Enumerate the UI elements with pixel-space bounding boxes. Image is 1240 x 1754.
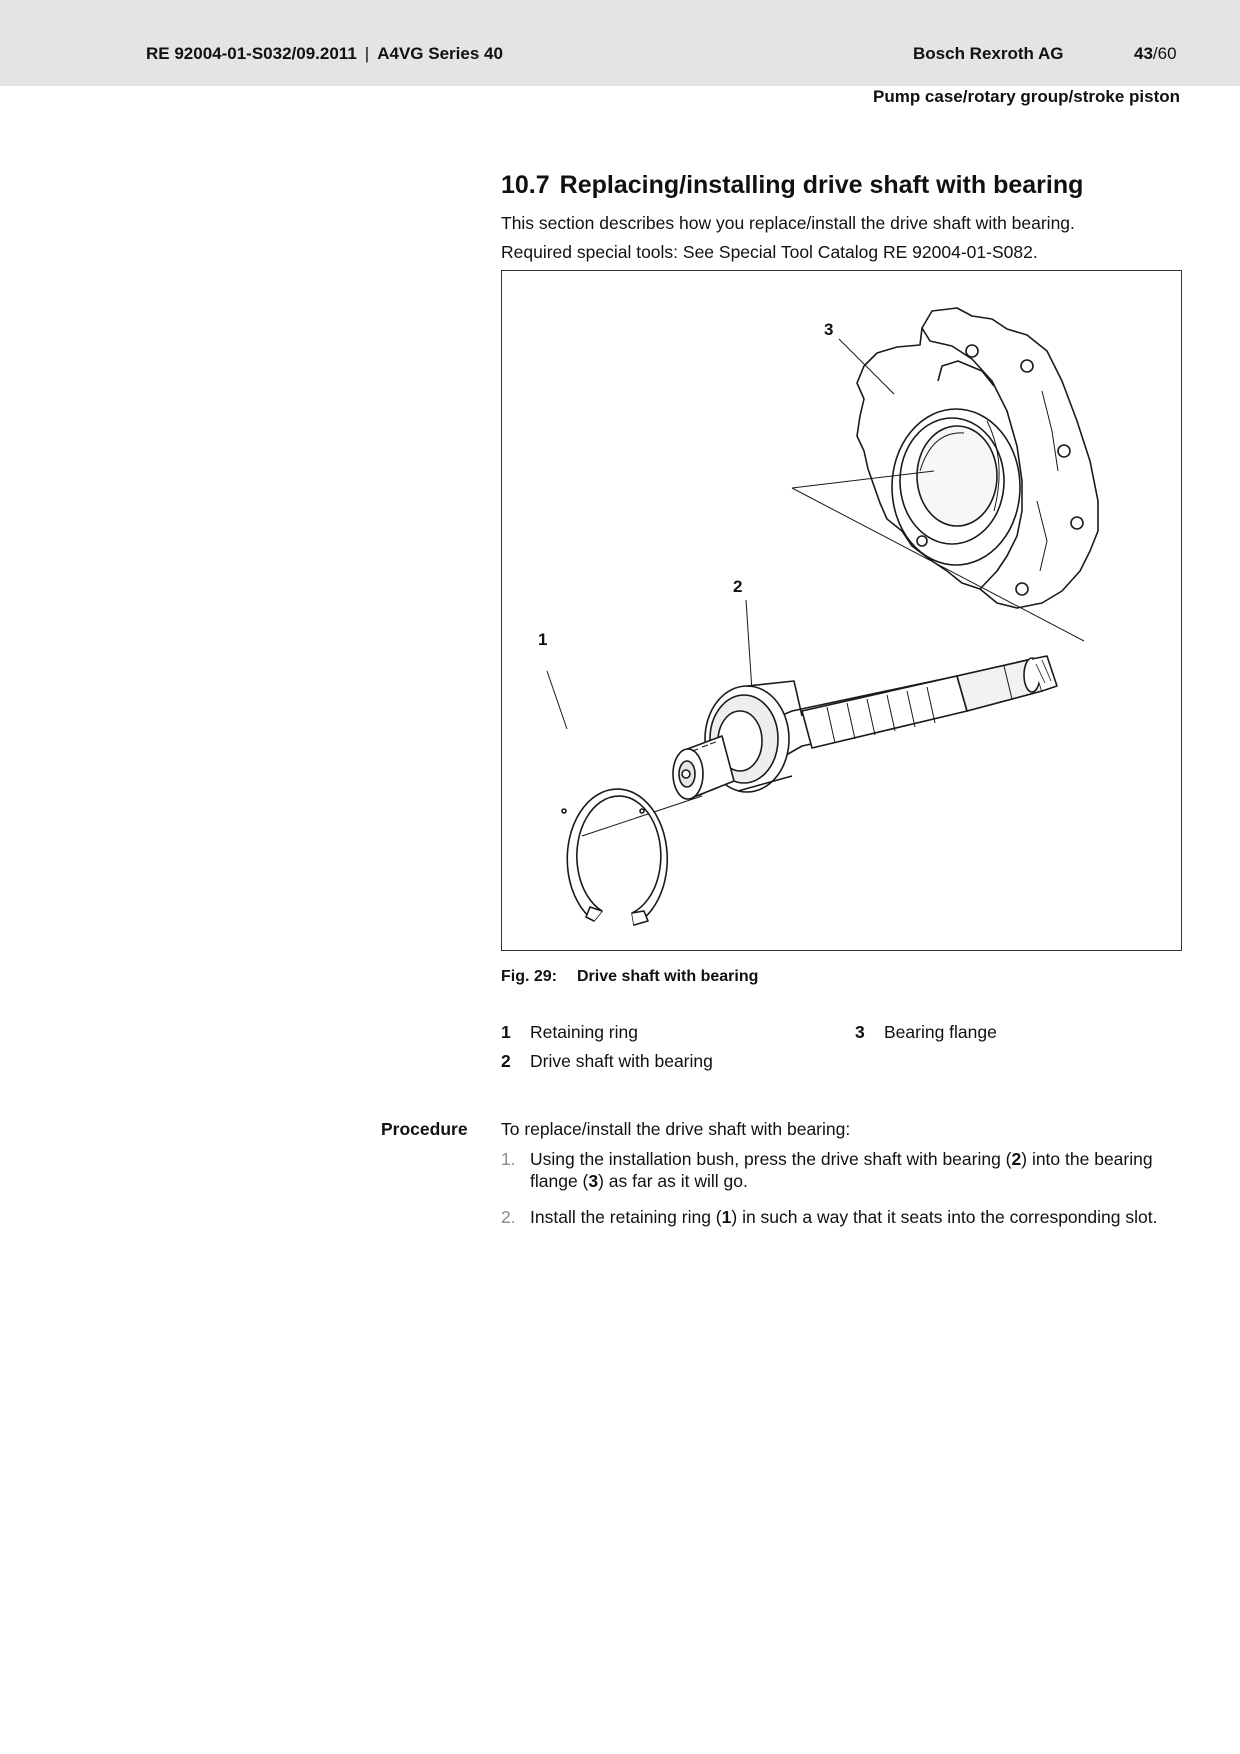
- retaining-ring-drawing: [562, 789, 667, 925]
- legend-item-3: [855, 1021, 997, 1043]
- step-text: ) into the bearing flange (: [530, 1149, 1153, 1191]
- callout-2: 2: [733, 577, 743, 596]
- step-text: Install the retaining ring (: [530, 1207, 722, 1227]
- procedure-label: Procedure: [381, 1119, 468, 1139]
- caption-number: Fig. 29:: [501, 968, 558, 985]
- legend-item-1: [501, 1021, 638, 1043]
- legend-label: Drive shaft with bearing: [530, 1051, 713, 1071]
- step-ref: 2: [1011, 1149, 1022, 1169]
- document-id: [146, 44, 503, 64]
- drive-shaft-drawing: [673, 656, 1057, 799]
- exploded-view-drawing: [502, 271, 1183, 952]
- doc-id-text: RE 92004-01-S032/09.2011: [146, 44, 357, 63]
- company-name: Bosch Rexroth AG: [913, 44, 1064, 63]
- step-text: ) as far as it will go.: [598, 1171, 748, 1191]
- procedure-steps: [501, 1148, 1181, 1242]
- title-number: 10.7: [501, 171, 550, 199]
- page-title: [501, 170, 1083, 200]
- page-number: [1134, 44, 1177, 64]
- figure-drive-shaft: [501, 270, 1182, 951]
- page-total: /60: [1152, 44, 1177, 63]
- page-current: 43: [1134, 44, 1153, 63]
- intro-line-1: This section describes how you replace/install the drive shaft with bearing.: [501, 213, 1075, 233]
- callout-3: 3: [824, 320, 834, 339]
- step-number: 2.: [501, 1207, 516, 1227]
- legend-label: Bearing flange: [884, 1022, 997, 1042]
- step-ref: 1: [721, 1207, 732, 1227]
- caption-text: Drive shaft with bearing: [577, 968, 759, 985]
- legend-key: 3: [855, 1022, 865, 1042]
- step-number: 1.: [501, 1149, 516, 1169]
- procedure-step-1: [501, 1148, 1181, 1192]
- procedure-intro: To replace/install the drive shaft with bearing:: [501, 1119, 851, 1139]
- legend-label: Retaining ring: [530, 1022, 638, 1042]
- callout-1: 1: [538, 630, 548, 649]
- title-text: Replacing/installing drive shaft with bearing: [559, 171, 1084, 199]
- intro-line-2: Required special tools: See Special Tool Catalog RE 92004-01-S082.: [501, 242, 1038, 262]
- header-separator: |: [364, 44, 370, 63]
- product-name: A4VG Series 40: [377, 44, 503, 63]
- step-text: ) in such a way that it seats into the corresponding slot.: [731, 1207, 1158, 1227]
- step-text: Using the installation bush, press the drive shaft with bearing (: [530, 1149, 1012, 1169]
- bearing-flange-drawing: [857, 308, 1098, 608]
- legend-item-2: [501, 1050, 713, 1072]
- figure-caption: [501, 967, 758, 987]
- section-heading: Pump case/rotary group/stroke piston: [872, 87, 1180, 106]
- header-bar: [0, 0, 1240, 86]
- step-ref: 3: [588, 1171, 599, 1191]
- procedure-step-2: [501, 1206, 1181, 1228]
- legend-key: 2: [501, 1051, 511, 1071]
- legend-key: 1: [501, 1022, 511, 1042]
